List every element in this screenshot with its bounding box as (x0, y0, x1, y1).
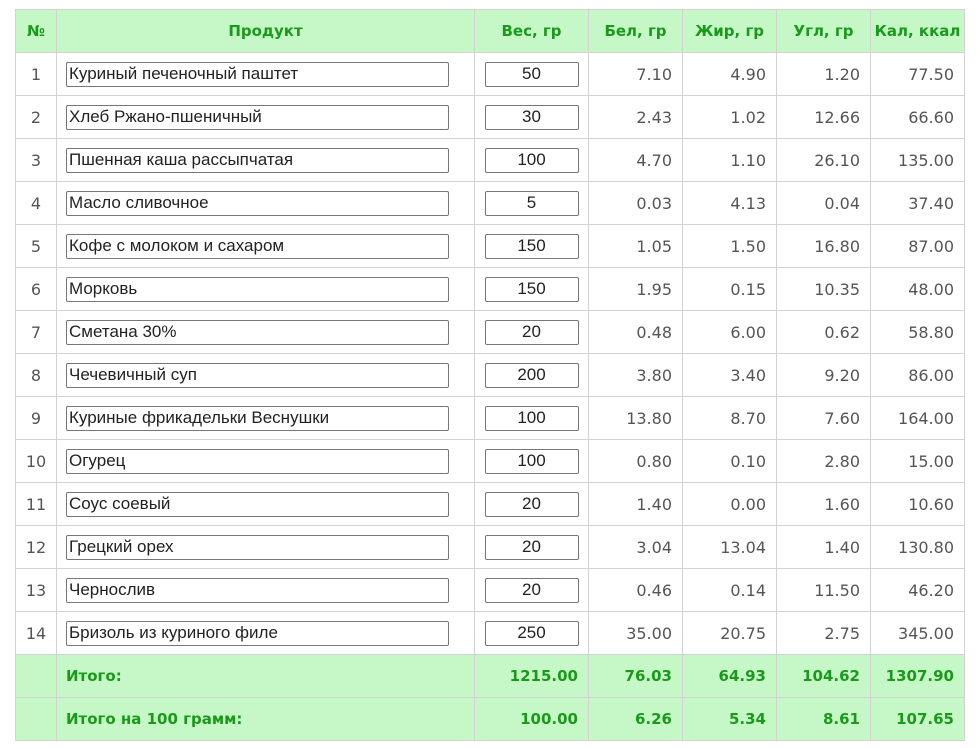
kcal-cell: 164.00 (871, 397, 965, 440)
fat-cell: 6.00 (683, 311, 777, 354)
weight-input[interactable] (485, 277, 579, 302)
product-name-input[interactable] (66, 62, 449, 87)
table-row (16, 397, 965, 440)
carbs-cell: 0.62 (777, 311, 871, 354)
fat-cell: 1.02 (683, 96, 777, 139)
carbs-cell: 2.75 (777, 612, 871, 655)
weight-input[interactable] (485, 148, 579, 173)
carbs-cell: 12.66 (777, 96, 871, 139)
fat-cell: 0.14 (683, 569, 777, 612)
product-name-input[interactable] (66, 492, 449, 517)
carbs-cell: 26.10 (777, 139, 871, 182)
totals-label: Итого: (57, 655, 475, 698)
header-protein: Бел, гр (589, 10, 683, 53)
kcal-cell: 37.40 (871, 182, 965, 225)
header-carbs: Угл, гр (777, 10, 871, 53)
protein-cell: 2.43 (589, 96, 683, 139)
kcal-cell: 86.00 (871, 354, 965, 397)
table-row (16, 354, 965, 397)
totals-fat: 64.93 (683, 655, 777, 698)
row-number: 6 (16, 268, 57, 311)
row-number: 13 (16, 569, 57, 612)
totals-kcal: 1307.90 (871, 655, 965, 698)
per100-fat: 5.34 (683, 698, 777, 741)
totals-protein: 76.03 (589, 655, 683, 698)
kcal-cell: 48.00 (871, 268, 965, 311)
carbs-cell: 11.50 (777, 569, 871, 612)
kcal-cell: 46.20 (871, 569, 965, 612)
per100-kcal: 107.65 (871, 698, 965, 741)
table-row (16, 483, 965, 526)
weight-input[interactable] (485, 234, 579, 259)
protein-cell: 4.70 (589, 139, 683, 182)
weight-input[interactable] (485, 492, 579, 517)
row-number: 9 (16, 397, 57, 440)
kcal-cell: 345.00 (871, 612, 965, 655)
protein-cell: 35.00 (589, 612, 683, 655)
row-number: 14 (16, 612, 57, 655)
carbs-cell: 7.60 (777, 397, 871, 440)
fat-cell: 3.40 (683, 354, 777, 397)
product-name-input[interactable] (66, 535, 449, 560)
weight-input[interactable] (485, 535, 579, 560)
table-row (16, 53, 965, 96)
protein-cell: 0.46 (589, 569, 683, 612)
fat-cell: 4.90 (683, 53, 777, 96)
kcal-cell: 130.80 (871, 526, 965, 569)
protein-cell: 1.05 (589, 225, 683, 268)
table-row (16, 139, 965, 182)
fat-cell: 13.04 (683, 526, 777, 569)
kcal-cell: 58.80 (871, 311, 965, 354)
weight-input[interactable] (485, 621, 579, 646)
header-num: № (16, 10, 57, 53)
kcal-cell: 10.60 (871, 483, 965, 526)
carbs-cell: 1.20 (777, 53, 871, 96)
table-row (16, 440, 965, 483)
row-number: 7 (16, 311, 57, 354)
table-row (16, 225, 965, 268)
fat-cell: 0.10 (683, 440, 777, 483)
product-name-input[interactable] (66, 621, 449, 646)
fat-cell: 0.00 (683, 483, 777, 526)
totals-weight: 1215.00 (475, 655, 589, 698)
row-number: 2 (16, 96, 57, 139)
fat-cell: 20.75 (683, 612, 777, 655)
row-number: 3 (16, 139, 57, 182)
product-name-input[interactable] (66, 191, 449, 216)
header-kcal: Кал, ккал (871, 10, 965, 53)
protein-cell: 13.80 (589, 397, 683, 440)
kcal-cell: 15.00 (871, 440, 965, 483)
carbs-cell: 16.80 (777, 225, 871, 268)
protein-cell: 0.03 (589, 182, 683, 225)
row-number: 8 (16, 354, 57, 397)
row-number: 12 (16, 526, 57, 569)
kcal-cell: 66.60 (871, 96, 965, 139)
product-name-input[interactable] (66, 105, 449, 130)
fat-cell: 1.50 (683, 225, 777, 268)
product-name-input[interactable] (66, 277, 449, 302)
header-product: Продукт (57, 10, 475, 53)
weight-input[interactable] (485, 191, 579, 216)
carbs-cell: 2.80 (777, 440, 871, 483)
product-name-input[interactable] (66, 320, 449, 345)
product-name-input[interactable] (66, 578, 449, 603)
table-row (16, 311, 965, 354)
protein-cell: 3.04 (589, 526, 683, 569)
table-row (16, 612, 965, 655)
kcal-cell: 77.50 (871, 53, 965, 96)
protein-cell: 7.10 (589, 53, 683, 96)
kcal-cell: 135.00 (871, 139, 965, 182)
header-weight: Вес, гр (475, 10, 589, 53)
table-row (16, 182, 965, 225)
carbs-cell: 10.35 (777, 268, 871, 311)
fat-cell: 0.15 (683, 268, 777, 311)
fat-cell: 1.10 (683, 139, 777, 182)
weight-input[interactable] (485, 406, 579, 431)
row-number: 10 (16, 440, 57, 483)
row-number: 1 (16, 53, 57, 96)
protein-cell: 1.40 (589, 483, 683, 526)
row-number: 4 (16, 182, 57, 225)
table-row (16, 96, 965, 139)
weight-input[interactable] (485, 62, 579, 87)
row-number: 11 (16, 483, 57, 526)
per100-protein: 6.26 (589, 698, 683, 741)
product-name-input[interactable] (66, 234, 449, 259)
protein-cell: 0.48 (589, 311, 683, 354)
product-name-input[interactable] (66, 449, 449, 474)
product-name-input[interactable] (66, 363, 449, 388)
table-row (16, 569, 965, 612)
table-row (16, 526, 965, 569)
per100-row (16, 698, 965, 741)
row-number: 5 (16, 225, 57, 268)
header-fat: Жир, гр (683, 10, 777, 53)
carbs-cell: 1.40 (777, 526, 871, 569)
weight-input[interactable] (485, 105, 579, 130)
product-name-input[interactable] (66, 406, 449, 431)
weight-input[interactable] (485, 363, 579, 388)
fat-cell: 4.13 (683, 182, 777, 225)
totals-row (16, 655, 965, 698)
weight-input[interactable] (485, 449, 579, 474)
protein-cell: 1.95 (589, 268, 683, 311)
per100-label: Итого на 100 грамм: (57, 698, 475, 741)
protein-cell: 0.80 (589, 440, 683, 483)
per100-carbs: 8.61 (777, 698, 871, 741)
carbs-cell: 1.60 (777, 483, 871, 526)
product-name-input[interactable] (66, 148, 449, 173)
table-row (16, 268, 965, 311)
carbs-cell: 9.20 (777, 354, 871, 397)
kcal-cell: 87.00 (871, 225, 965, 268)
totals-carbs: 104.62 (777, 655, 871, 698)
weight-input[interactable] (485, 578, 579, 603)
nutrition-table (15, 9, 965, 741)
protein-cell: 3.80 (589, 354, 683, 397)
fat-cell: 8.70 (683, 397, 777, 440)
per100-weight: 100.00 (475, 698, 589, 741)
carbs-cell: 0.04 (777, 182, 871, 225)
table-header-row (16, 10, 965, 53)
weight-input[interactable] (485, 320, 579, 345)
